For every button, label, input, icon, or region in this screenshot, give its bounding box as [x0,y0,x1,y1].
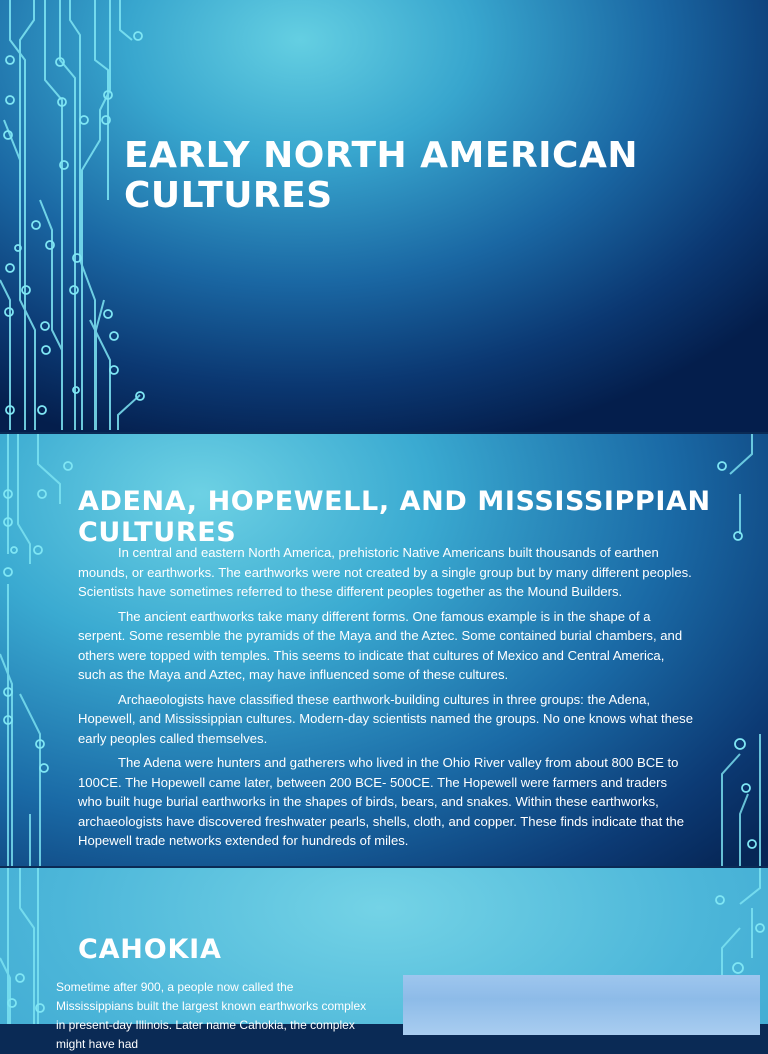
slide-title: ADENA, HOPEWELL, AND MISSISSIPPIAN CULTURES [78,486,711,548]
content-slide-cahokia [0,868,768,1051]
paragraph: In central and eastern North America, prehistoric Native Americans built thousands of earthen mounds, or earthworks. The earthworks were not created by a single group but by many different peoples. Scientists have sometimes referred to these different peoples together as the Mound Builders. [78,545,692,599]
paragraph: The ancient earthworks take many different forms. One famous example is in the shape of a serpent. Some resemble the pyramids of the Maya and the Aztec. Some contained burial chambers, and others were topped with temples. This seems to indicate that cultures of Mexico and Central America, such as the Maya and Aztec, may have influenced some of these cultures. [78,608,683,682]
content-slide-cultures [0,434,768,866]
body-text: Sometime after 900, a people now called the Mississippians built the largest known earthworks complex in present-day Illinois. Later name Cahokia, the complex might have had [56,980,367,1051]
paragraph: Archaeologists have classified these earthwork-building cultures in three groups: the Adena, Hopewell, and Mississippian cultures. Modern-day scientists named the groups. No one knows what these early peoples called themselves. [78,691,693,746]
slide-title: EARLY NORTH AMERICAN CULTURES [124,135,638,216]
cahokia-photo [403,975,760,1035]
circuit-decoration-left [0,0,768,432]
paragraph: The Adena were hunters and gatherers who lived in the Ohio River valley from about 800 BCE to 100CE. The Hopewell came later, between 200 BCE- 500CE. The Hopewell were farmers and traders who built huge burial earthworks in the shapes of birds, bears, and snakes. Within these earthworks, archaeologists have discovered freshwater pearls, shells, cloth, and copper. These finds indicate that the Hopewell trade networks extended for hundreds of miles. [78,755,685,848]
slide-title: CAHOKIA [78,934,222,965]
body-text [78,543,694,856]
title-slide [0,0,768,432]
